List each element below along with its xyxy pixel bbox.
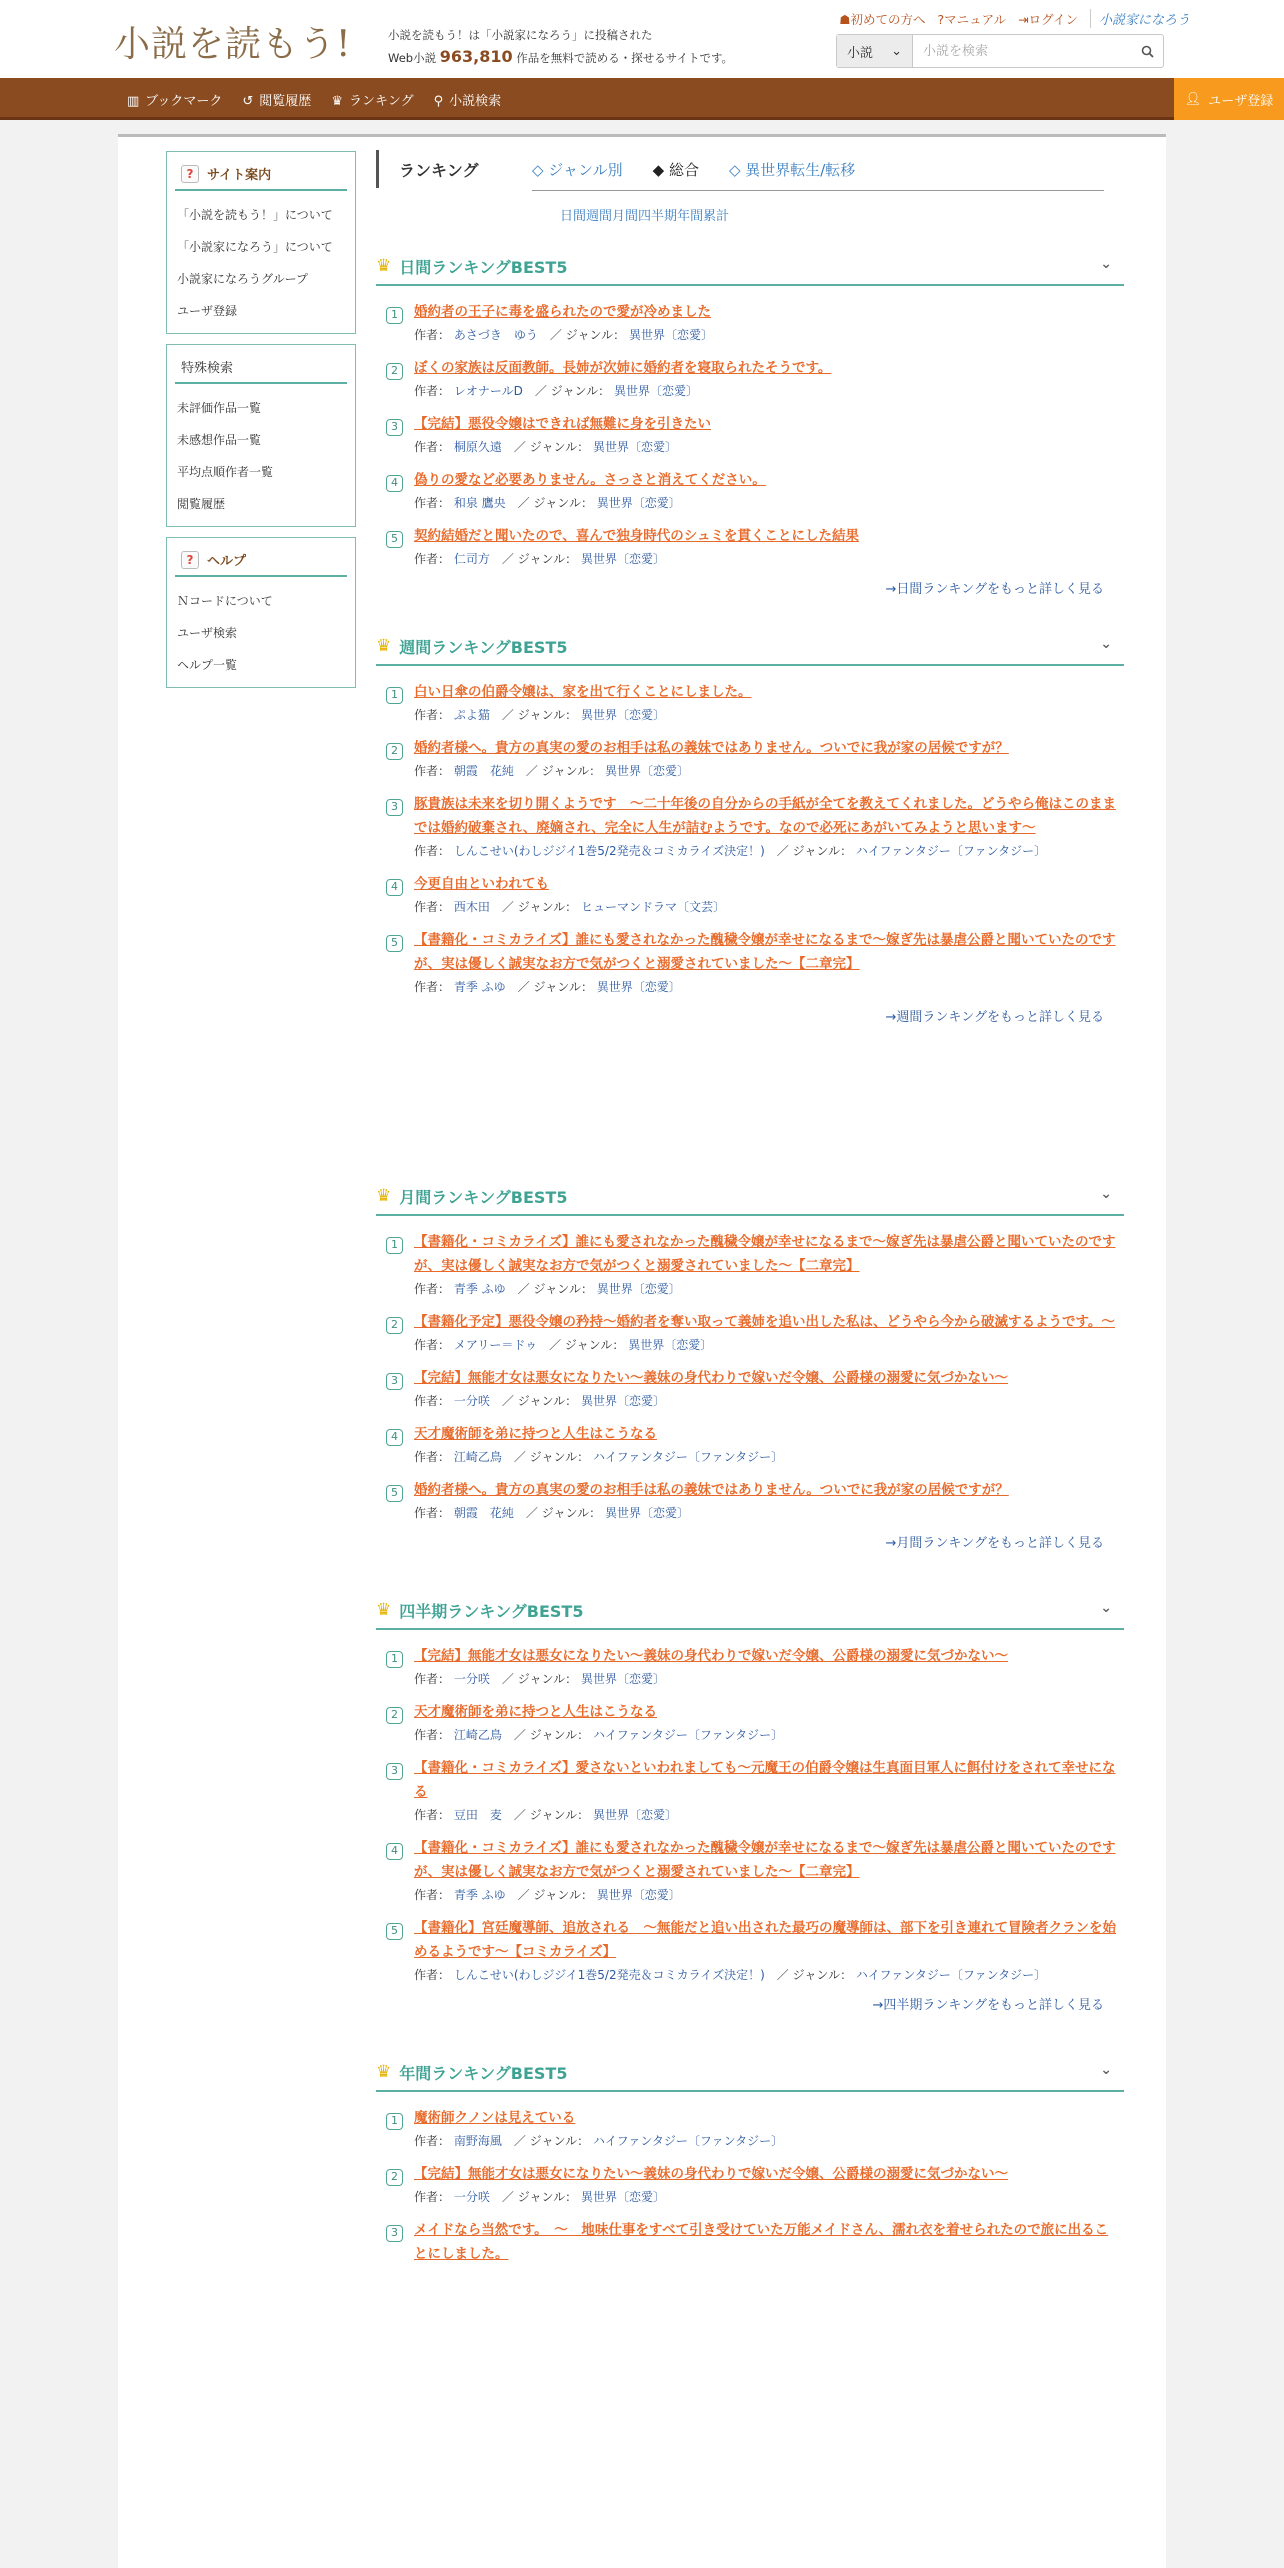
author-link[interactable]: 豆田 麦 bbox=[453, 1808, 502, 1822]
novel-title-link[interactable]: 魔術師クノンは見えている bbox=[414, 2110, 576, 2126]
tab-isekai[interactable]: ◇ 異世界転生/転移 bbox=[728, 160, 856, 179]
manual-link[interactable]: ?マニュアル bbox=[937, 11, 1007, 27]
genre-link[interactable]: 異世界〔恋愛〕 bbox=[604, 1506, 689, 1520]
author-link[interactable]: 南野海風 bbox=[453, 2134, 502, 2148]
rank-number: 4 bbox=[386, 475, 403, 492]
genre-link[interactable]: ハイファンタジー〔ファンタジー〕 bbox=[855, 844, 1047, 858]
novel-title-link[interactable]: 【書籍化・コミカライズ】誰にも愛されなかった醜穢令嬢が幸せになるまで〜嫁ぎ先は暴虐公爵と聞いていたのですが、実は優しく誠実なお方で気がつくと溺愛されていました〜【二章完】 bbox=[414, 932, 1116, 972]
period-monthly[interactable]: 月間 bbox=[612, 209, 639, 224]
author-link[interactable]: 桐原久遠 bbox=[453, 440, 502, 454]
rank-number: 4 bbox=[386, 1429, 403, 1446]
rank-number: 5 bbox=[386, 1923, 403, 1940]
entry-meta: 作者： レオナールD ／ ジャンル： 異世界〔恋愛〕 bbox=[414, 384, 698, 398]
author-link[interactable]: 仁司方 bbox=[453, 552, 490, 566]
section-title: 年間ランキングBEST5 bbox=[399, 2063, 568, 2083]
sidebar-item[interactable]: 「小説を読もう！」について bbox=[177, 208, 333, 222]
author-link[interactable]: 青季 ふゆ bbox=[453, 1888, 506, 1902]
novel-title-link[interactable]: 今更自由といわれても bbox=[414, 876, 549, 892]
bookmark-icon: ▥ bbox=[127, 93, 140, 109]
rank-number: 2 bbox=[386, 363, 403, 380]
more-ranking-link[interactable]: →週間ランキングをもっと詳しく見る bbox=[885, 1010, 1104, 1025]
author-link[interactable]: 青季 ふゆ bbox=[453, 1282, 506, 1296]
ranking-section bbox=[376, 1592, 1124, 2016]
section-header[interactable] bbox=[376, 628, 1124, 666]
entry-meta: 作者： 和泉 鷹央 ／ ジャンル： 異世界〔恋愛〕 bbox=[414, 496, 681, 510]
search-type-select[interactable]: 小説 ⌄ bbox=[837, 35, 913, 67]
novel-title-link[interactable]: 【書籍化】宮廷魔導師、追放される ～無能だと追い出された最巧の魔導師は、部下を引き連れて冒険者クランを始めるようです～【コミカライズ】 bbox=[414, 1920, 1116, 1960]
genre-link[interactable]: 異世界〔恋愛〕 bbox=[592, 1808, 677, 1822]
entry-meta: 作者： 一分咲 ／ ジャンル： 異世界〔恋愛〕 bbox=[414, 1394, 665, 1408]
author-link[interactable]: 一分咲 bbox=[453, 1672, 490, 1686]
genre-link[interactable]: 異世界〔恋愛〕 bbox=[592, 440, 677, 454]
more-ranking-link[interactable]: →四半期ランキングをもっと詳しく見る bbox=[872, 1998, 1104, 2013]
search-button[interactable] bbox=[1131, 35, 1163, 67]
section-header[interactable] bbox=[376, 1592, 1124, 1630]
ranking-entry bbox=[386, 2106, 1116, 2152]
genre-link[interactable]: 異世界〔恋愛〕 bbox=[580, 552, 665, 566]
author-link[interactable]: 江崎乙鳥 bbox=[453, 1728, 502, 1742]
ranking-entry bbox=[386, 1644, 1116, 1690]
novel-title-link[interactable]: 豚貴族は未来を切り開くようです ～二十年後の自分からの手紙が全てを教えてくれました。どうやら俺はこのままでは婚約破棄され、廃嫡され、完全に人生が詰むようです。なので必死にあがいてみようと思います～ bbox=[414, 796, 1116, 836]
author-link[interactable]: ぷよ猫 bbox=[453, 708, 490, 722]
search-icon bbox=[1141, 45, 1154, 58]
chevron-down-icon[interactable]: ⌄ bbox=[1100, 1186, 1112, 1202]
genre-link[interactable]: ハイファンタジー〔ファンタジー〕 bbox=[592, 2134, 784, 2148]
entry-meta: 作者： 朝霞 花純 ／ ジャンル： 異世界〔恋愛〕 bbox=[414, 764, 689, 778]
novel-title-link[interactable]: 契約結婚だと聞いたので、喜んで独身時代のシュミを貫くことにした結果 bbox=[414, 528, 859, 544]
sidebar-item[interactable]: 「小説家になろう」について bbox=[177, 240, 333, 254]
entry-meta: 作者： メアリー＝ドゥ ／ ジャンル： 異世界〔恋愛〕 bbox=[414, 1338, 713, 1352]
novel-title-link[interactable]: 【書籍化・コミカライズ】誰にも愛されなかった醜穢令嬢が幸せになるまで〜嫁ぎ先は暴虐公爵と聞いていたのですが、実は優しく誠実なお方で気がつくと溺愛されていました〜【二章完】 bbox=[414, 1840, 1116, 1880]
sidebar-special-search: 特殊検索 未評価作品一覧 未感想作品一覧 平均点順作者一覧 閲覧履歴 bbox=[166, 344, 356, 527]
entry-meta: 作者： 江崎乙鳥 ／ ジャンル： ハイファンタジー〔ファンタジー〕 bbox=[414, 1728, 784, 1742]
rank-number: 1 bbox=[386, 687, 403, 704]
genre-link[interactable]: 異世界〔恋愛〕 bbox=[596, 496, 681, 510]
beginner-icon: ☗ bbox=[839, 11, 851, 27]
section-header[interactable] bbox=[376, 248, 1124, 286]
novel-title-link[interactable]: 【書籍化・コミカライズ】愛さないといわれましても～元魔王の伯爵令嬢は生真面目軍人に餌付けをされて幸せになる bbox=[414, 1760, 1116, 1800]
novel-title-link[interactable]: 【完結】無能才女は悪女になりたい～義妹の身代わりで嫁いだ令嬢、公爵様の溺愛に気づかない～ bbox=[414, 2166, 1008, 2182]
chevron-down-icon[interactable]: ⌄ bbox=[1100, 2062, 1112, 2078]
novel-title-link[interactable]: 婚約者の王子に毒を盛られたので愛が冷めました bbox=[414, 304, 711, 320]
ranking-entry bbox=[386, 524, 1116, 570]
novel-title-link[interactable]: 【完結】無能才女は悪女になりたい～義妹の身代わりで嫁いだ令嬢、公爵様の溺愛に気づかない～ bbox=[414, 1370, 1008, 1386]
help-circle-icon: ? bbox=[937, 11, 945, 27]
crown-icon: ♛ bbox=[376, 1600, 392, 1620]
rank-number: 3 bbox=[386, 1763, 403, 1780]
author-link[interactable]: 一分咲 bbox=[453, 1394, 490, 1408]
header-links bbox=[839, 9, 1190, 28]
search-input[interactable] bbox=[913, 35, 1131, 67]
sidebar-item[interactable]: 小説家になろうグループ bbox=[177, 272, 309, 286]
register-button[interactable]: 👤︎ ユーザ登録 bbox=[1174, 78, 1284, 120]
ranking-tabs bbox=[376, 147, 1124, 191]
sidebar-item[interactable]: Ｎコードについて bbox=[177, 594, 273, 608]
ranking-entry bbox=[386, 928, 1116, 998]
crown-icon: ♛ bbox=[376, 2062, 392, 2082]
author-link[interactable]: あさづき ゆう bbox=[453, 328, 538, 342]
entry-meta: 作者： しんこせい(わしジジイ1巻5/2発売＆コミカライズ決定！) ／ ジャンル： ハイファンタジー〔ファンタジー〕 bbox=[414, 1968, 1047, 1982]
ranking-entry bbox=[386, 2218, 1116, 2266]
rank-number: 3 bbox=[386, 799, 403, 816]
nav-history[interactable]: ↺ 閲覧履歴 bbox=[242, 93, 312, 109]
entry-meta: 作者： ぷよ猫 ／ ジャンル： 異世界〔恋愛〕 bbox=[414, 708, 665, 722]
genre-link[interactable]: 異世界〔恋愛〕 bbox=[628, 1338, 713, 1352]
rank-number: 2 bbox=[386, 2169, 403, 2186]
author-link[interactable]: 朝霞 花純 bbox=[453, 1506, 514, 1520]
period-yearly[interactable]: 年間 bbox=[677, 209, 704, 224]
sidebar-item[interactable]: 閲覧履歴 bbox=[177, 497, 226, 511]
entry-meta: 作者： 南野海風 ／ ジャンル： ハイファンタジー〔ファンタジー〕 bbox=[414, 2134, 784, 2148]
ranking-entry bbox=[386, 872, 1116, 918]
ranking-section bbox=[376, 628, 1124, 1028]
login-icon: ⇥ bbox=[1018, 11, 1029, 27]
genre-link[interactable]: 異世界〔恋愛〕 bbox=[580, 1394, 665, 1408]
genre-link[interactable]: 異世界〔恋愛〕 bbox=[596, 1888, 681, 1902]
author-link[interactable]: 西木田 bbox=[453, 900, 490, 914]
rank-number: 1 bbox=[386, 2113, 403, 2130]
chevron-down-icon: ⌄ bbox=[891, 43, 902, 59]
entry-meta: 作者： 朝霞 花純 ／ ジャンル： 異世界〔恋愛〕 bbox=[414, 1506, 689, 1520]
period-total[interactable]: 累計 bbox=[703, 209, 730, 224]
sidebar-help: ? ヘルプ Ｎコードについて ユーザ検索 ヘルプ一覧 bbox=[166, 537, 356, 688]
genre-link[interactable]: ハイファンタジー〔ファンタジー〕 bbox=[592, 1728, 784, 1742]
author-link[interactable]: 朝霞 花純 bbox=[453, 764, 514, 778]
chevron-down-icon[interactable]: ⌄ bbox=[1100, 1600, 1112, 1616]
ranking-entry bbox=[386, 1478, 1116, 1524]
more-ranking-link[interactable]: →日間ランキングをもっと詳しく見る bbox=[885, 582, 1104, 597]
nav-bookmark[interactable]: ▥ ブックマーク bbox=[127, 93, 223, 109]
ranking-entry bbox=[386, 680, 1116, 726]
site-logo[interactable]: 小説を読もう! bbox=[114, 24, 352, 65]
ranking-entry bbox=[386, 1366, 1116, 1412]
author-link[interactable]: 青季 ふゆ bbox=[453, 980, 506, 994]
entry-meta: 作者： 青季 ふゆ ／ ジャンル： 異世界〔恋愛〕 bbox=[414, 1888, 681, 1902]
section-header[interactable] bbox=[376, 2054, 1124, 2092]
content-container bbox=[118, 134, 1166, 2568]
novel-title-link[interactable]: 【書籍化予定】悪役令嬢の矜持〜婚約者を奪い取って義姉を追い出した私は、どうやら今から破滅するようです。〜 bbox=[414, 1314, 1115, 1330]
rank-number: 2 bbox=[386, 1707, 403, 1724]
site-header bbox=[0, 0, 1284, 78]
ranking-entry bbox=[386, 468, 1116, 514]
entry-meta: 作者： 一分咲 ／ ジャンル： 異世界〔恋愛〕 bbox=[414, 1672, 665, 1686]
user-icon: 👤︎ bbox=[1184, 91, 1202, 107]
entry-meta: 作者： 青季 ふゆ ／ ジャンル： 異世界〔恋愛〕 bbox=[414, 1282, 681, 1296]
section-title: 四半期ランキングBEST5 bbox=[399, 1601, 584, 1621]
section-title: 日間ランキングBEST5 bbox=[399, 257, 568, 277]
genre-link[interactable]: 異世界〔恋愛〕 bbox=[580, 2190, 665, 2204]
section-title: 週間ランキングBEST5 bbox=[399, 637, 568, 657]
login-link[interactable]: ⇥ログイン bbox=[1018, 11, 1078, 27]
ranking-entry bbox=[386, 1700, 1116, 1746]
ranking-entry bbox=[386, 1310, 1116, 1356]
genre-link[interactable]: 異世界〔恋愛〕 bbox=[628, 328, 713, 342]
novel-title-link[interactable]: 天才魔術師を弟に持つと人生はこうなる bbox=[414, 1704, 657, 1720]
search-icon: ⚲ bbox=[433, 93, 444, 109]
author-link[interactable]: 一分咲 bbox=[453, 2190, 490, 2204]
tab-genre[interactable]: ◇ ジャンル別 bbox=[532, 160, 623, 179]
chevron-down-icon[interactable]: ⌄ bbox=[1100, 636, 1112, 652]
ranking-entry bbox=[386, 1916, 1116, 1986]
rank-number: 2 bbox=[386, 743, 403, 760]
novel-title-link[interactable]: 婚約者様へ。貴方の真実の愛のお相手は私の義妹ではありません。ついでに我が家の居候ですが？ bbox=[414, 740, 1009, 756]
sidebar bbox=[166, 151, 356, 698]
rank-number: 4 bbox=[386, 879, 403, 896]
nav-search[interactable]: ⚲ 小説検索 bbox=[433, 93, 502, 109]
ranking-entry bbox=[386, 1230, 1116, 1300]
ranking-entry bbox=[386, 736, 1116, 782]
crown-icon: ♛ bbox=[331, 93, 343, 109]
ranking-label: ランキング bbox=[376, 150, 532, 188]
sidebar-guide: ? サイト案内 「小説を読もう！」について 「小説家になろう」について 小説家になろうグループ ユーザ登録 bbox=[166, 151, 356, 334]
ranking-section bbox=[376, 1178, 1124, 1554]
tab-overall[interactable]: ◆ 総合 bbox=[652, 160, 699, 179]
period-daily[interactable]: 日間 bbox=[560, 209, 587, 224]
entry-meta: 作者： しんこせい(わしジジイ1巻5/2発売＆コミカライズ決定！) ／ ジャンル： ハイファンタジー〔ファンタジー〕 bbox=[414, 844, 1047, 858]
rank-number: 1 bbox=[386, 1651, 403, 1668]
ranking-entry bbox=[386, 2162, 1116, 2208]
sidebar-item[interactable]: 未評価作品一覧 bbox=[177, 401, 262, 415]
main-nav bbox=[0, 78, 1284, 120]
beginner-link[interactable]: ☗初めての方へ bbox=[839, 11, 926, 27]
genre-link[interactable]: ハイファンタジー〔ファンタジー〕 bbox=[855, 1968, 1047, 1982]
entry-meta: 作者： 西木田 ／ ジャンル： ヒューマンドラマ〔文芸〕 bbox=[414, 900, 725, 914]
rank-number: 5 bbox=[386, 935, 403, 952]
crown-icon: ♛ bbox=[376, 1186, 392, 1206]
rank-number: 5 bbox=[386, 1485, 403, 1502]
rank-number: 3 bbox=[386, 2225, 403, 2242]
section-header[interactable] bbox=[376, 1178, 1124, 1216]
rank-number: 5 bbox=[386, 531, 403, 548]
work-count: 963,810 bbox=[439, 47, 513, 66]
rank-number: 1 bbox=[386, 307, 403, 324]
narou-link[interactable]: 小説家になろう bbox=[1090, 9, 1190, 28]
question-icon: ? bbox=[181, 551, 199, 569]
novel-title-link[interactable]: 【完結】悪役令嬢はできれば無難に身を引きたい bbox=[414, 416, 711, 432]
genre-link[interactable]: 異世界〔恋愛〕 bbox=[613, 384, 698, 398]
period-weekly[interactable]: 週間 bbox=[586, 209, 613, 224]
ranking-entry bbox=[386, 356, 1116, 402]
rank-number: 2 bbox=[386, 1317, 403, 1334]
novel-title-link[interactable]: 偽りの愛など必要ありません。さっさと消えてください。 bbox=[414, 472, 766, 488]
ranking-entry bbox=[386, 1756, 1116, 1826]
author-link[interactable]: 和泉 鷹央 bbox=[453, 496, 506, 510]
author-link[interactable]: 江崎乙鳥 bbox=[453, 1450, 502, 1464]
ranking-entry bbox=[386, 792, 1116, 862]
author-link[interactable]: レオナールD bbox=[453, 384, 523, 398]
ranking-main bbox=[376, 147, 1124, 2276]
entry-meta: 作者： 仁司方 ／ ジャンル： 異世界〔恋愛〕 bbox=[414, 552, 665, 566]
period-links bbox=[560, 205, 1124, 224]
crown-icon: ♛ bbox=[376, 636, 392, 656]
ranking-entry bbox=[386, 412, 1116, 458]
entry-meta: 作者： あさづき ゆう ／ ジャンル： 異世界〔恋愛〕 bbox=[414, 328, 713, 342]
novel-title-link[interactable]: 白い日傘の伯爵令嬢は、家を出て行くことにしました。 bbox=[414, 684, 752, 700]
sidebar-item[interactable]: ヘルプ一覧 bbox=[177, 658, 238, 672]
nav-ranking[interactable]: ♛ ランキング bbox=[331, 93, 414, 109]
genre-link[interactable]: 異世界〔恋愛〕 bbox=[604, 764, 689, 778]
genre-link[interactable]: ヒューマンドラマ〔文芸〕 bbox=[580, 900, 725, 914]
novel-title-link[interactable]: 婚約者様へ。貴方の真実の愛のお相手は私の義妹ではありません。ついでに我が家の居候ですが？ bbox=[414, 1482, 1009, 1498]
sidebar-item[interactable]: ユーザ検索 bbox=[177, 626, 238, 640]
novel-title-link[interactable]: 【書籍化・コミカライズ】誰にも愛されなかった醜穢令嬢が幸せになるまで〜嫁ぎ先は暴虐公爵と聞いていたのですが、実は優しく誠実なお方で気がつくと溺愛されていました〜【二章完】 bbox=[414, 1234, 1116, 1274]
author-link[interactable]: しんこせい(わしジジイ1巻5/2発売＆コミカライズ決定！) bbox=[453, 1968, 765, 1982]
author-link[interactable]: しんこせい(わしジジイ1巻5/2発売＆コミカライズ決定！) bbox=[453, 844, 765, 858]
genre-link[interactable]: 異世界〔恋愛〕 bbox=[580, 708, 665, 722]
history-icon: ↺ bbox=[242, 93, 254, 109]
period-quarterly[interactable]: 四半期 bbox=[638, 209, 678, 224]
crown-icon: ♛ bbox=[376, 256, 392, 276]
section-title: 月間ランキングBEST5 bbox=[399, 1187, 568, 1207]
entry-meta: 作者： 青季 ふゆ ／ ジャンル： 異世界〔恋愛〕 bbox=[414, 980, 681, 994]
novel-title-link[interactable]: ぼくの家族は反面教師。長姉が次姉に婚約者を寝取られたそうです。 bbox=[414, 360, 832, 376]
novel-title-link[interactable]: 天才魔術師を弟に持つと人生はこうなる bbox=[414, 1426, 657, 1442]
search-form bbox=[836, 34, 1164, 68]
ranking-entry bbox=[386, 1836, 1116, 1906]
rank-number: 4 bbox=[386, 1843, 403, 1860]
genre-link[interactable]: ハイファンタジー〔ファンタジー〕 bbox=[592, 1450, 784, 1464]
sidebar-item[interactable]: ユーザ登録 bbox=[177, 304, 238, 318]
ranking-sections bbox=[376, 248, 1124, 2266]
genre-link[interactable]: 異世界〔恋愛〕 bbox=[580, 1672, 665, 1686]
chevron-down-icon[interactable]: ⌄ bbox=[1100, 256, 1112, 272]
question-icon: ? bbox=[181, 165, 199, 183]
ranking-entry bbox=[386, 300, 1116, 346]
more-ranking-link[interactable]: →月間ランキングをもっと詳しく見る bbox=[885, 1536, 1104, 1551]
author-link[interactable]: メアリー＝ドゥ bbox=[453, 1338, 538, 1352]
rank-number: 3 bbox=[386, 419, 403, 436]
ranking-entry bbox=[386, 1422, 1116, 1468]
ranking-section bbox=[376, 248, 1124, 600]
sidebar-item[interactable]: 平均点順作者一覧 bbox=[177, 465, 274, 479]
novel-title-link[interactable]: 【完結】無能才女は悪女になりたい～義妹の身代わりで嫁いだ令嬢、公爵様の溺愛に気づかない～ bbox=[414, 1648, 1008, 1664]
genre-link[interactable]: 異世界〔恋愛〕 bbox=[596, 1282, 681, 1296]
entry-meta: 作者： 江崎乙鳥 ／ ジャンル： ハイファンタジー〔ファンタジー〕 bbox=[414, 1450, 784, 1464]
novel-title-link[interactable]: メイドなら当然です。 ～ 地味仕事をすべて引き受けていた万能メイドさん、濡れ衣を着せられたので旅に出ることにしました。 bbox=[414, 2222, 1109, 2262]
ranking-section bbox=[376, 2054, 1124, 2266]
entry-meta: 作者： 桐原久遠 ／ ジャンル： 異世界〔恋愛〕 bbox=[414, 440, 677, 454]
rank-number: 1 bbox=[386, 1237, 403, 1254]
genre-link[interactable]: 異世界〔恋愛〕 bbox=[596, 980, 681, 994]
site-tagline: 小説を読もう！は「小説家になろう」に投稿された Web小説 963,810 作品を無料で読める・探せるサイトです。 bbox=[388, 28, 734, 66]
entry-meta: 作者： 一分咲 ／ ジャンル： 異世界〔恋愛〕 bbox=[414, 2190, 665, 2204]
rank-number: 3 bbox=[386, 1373, 403, 1390]
sidebar-item[interactable]: 未感想作品一覧 bbox=[177, 433, 262, 447]
entry-meta: 作者： 豆田 麦 ／ ジャンル： 異世界〔恋愛〕 bbox=[414, 1808, 677, 1822]
